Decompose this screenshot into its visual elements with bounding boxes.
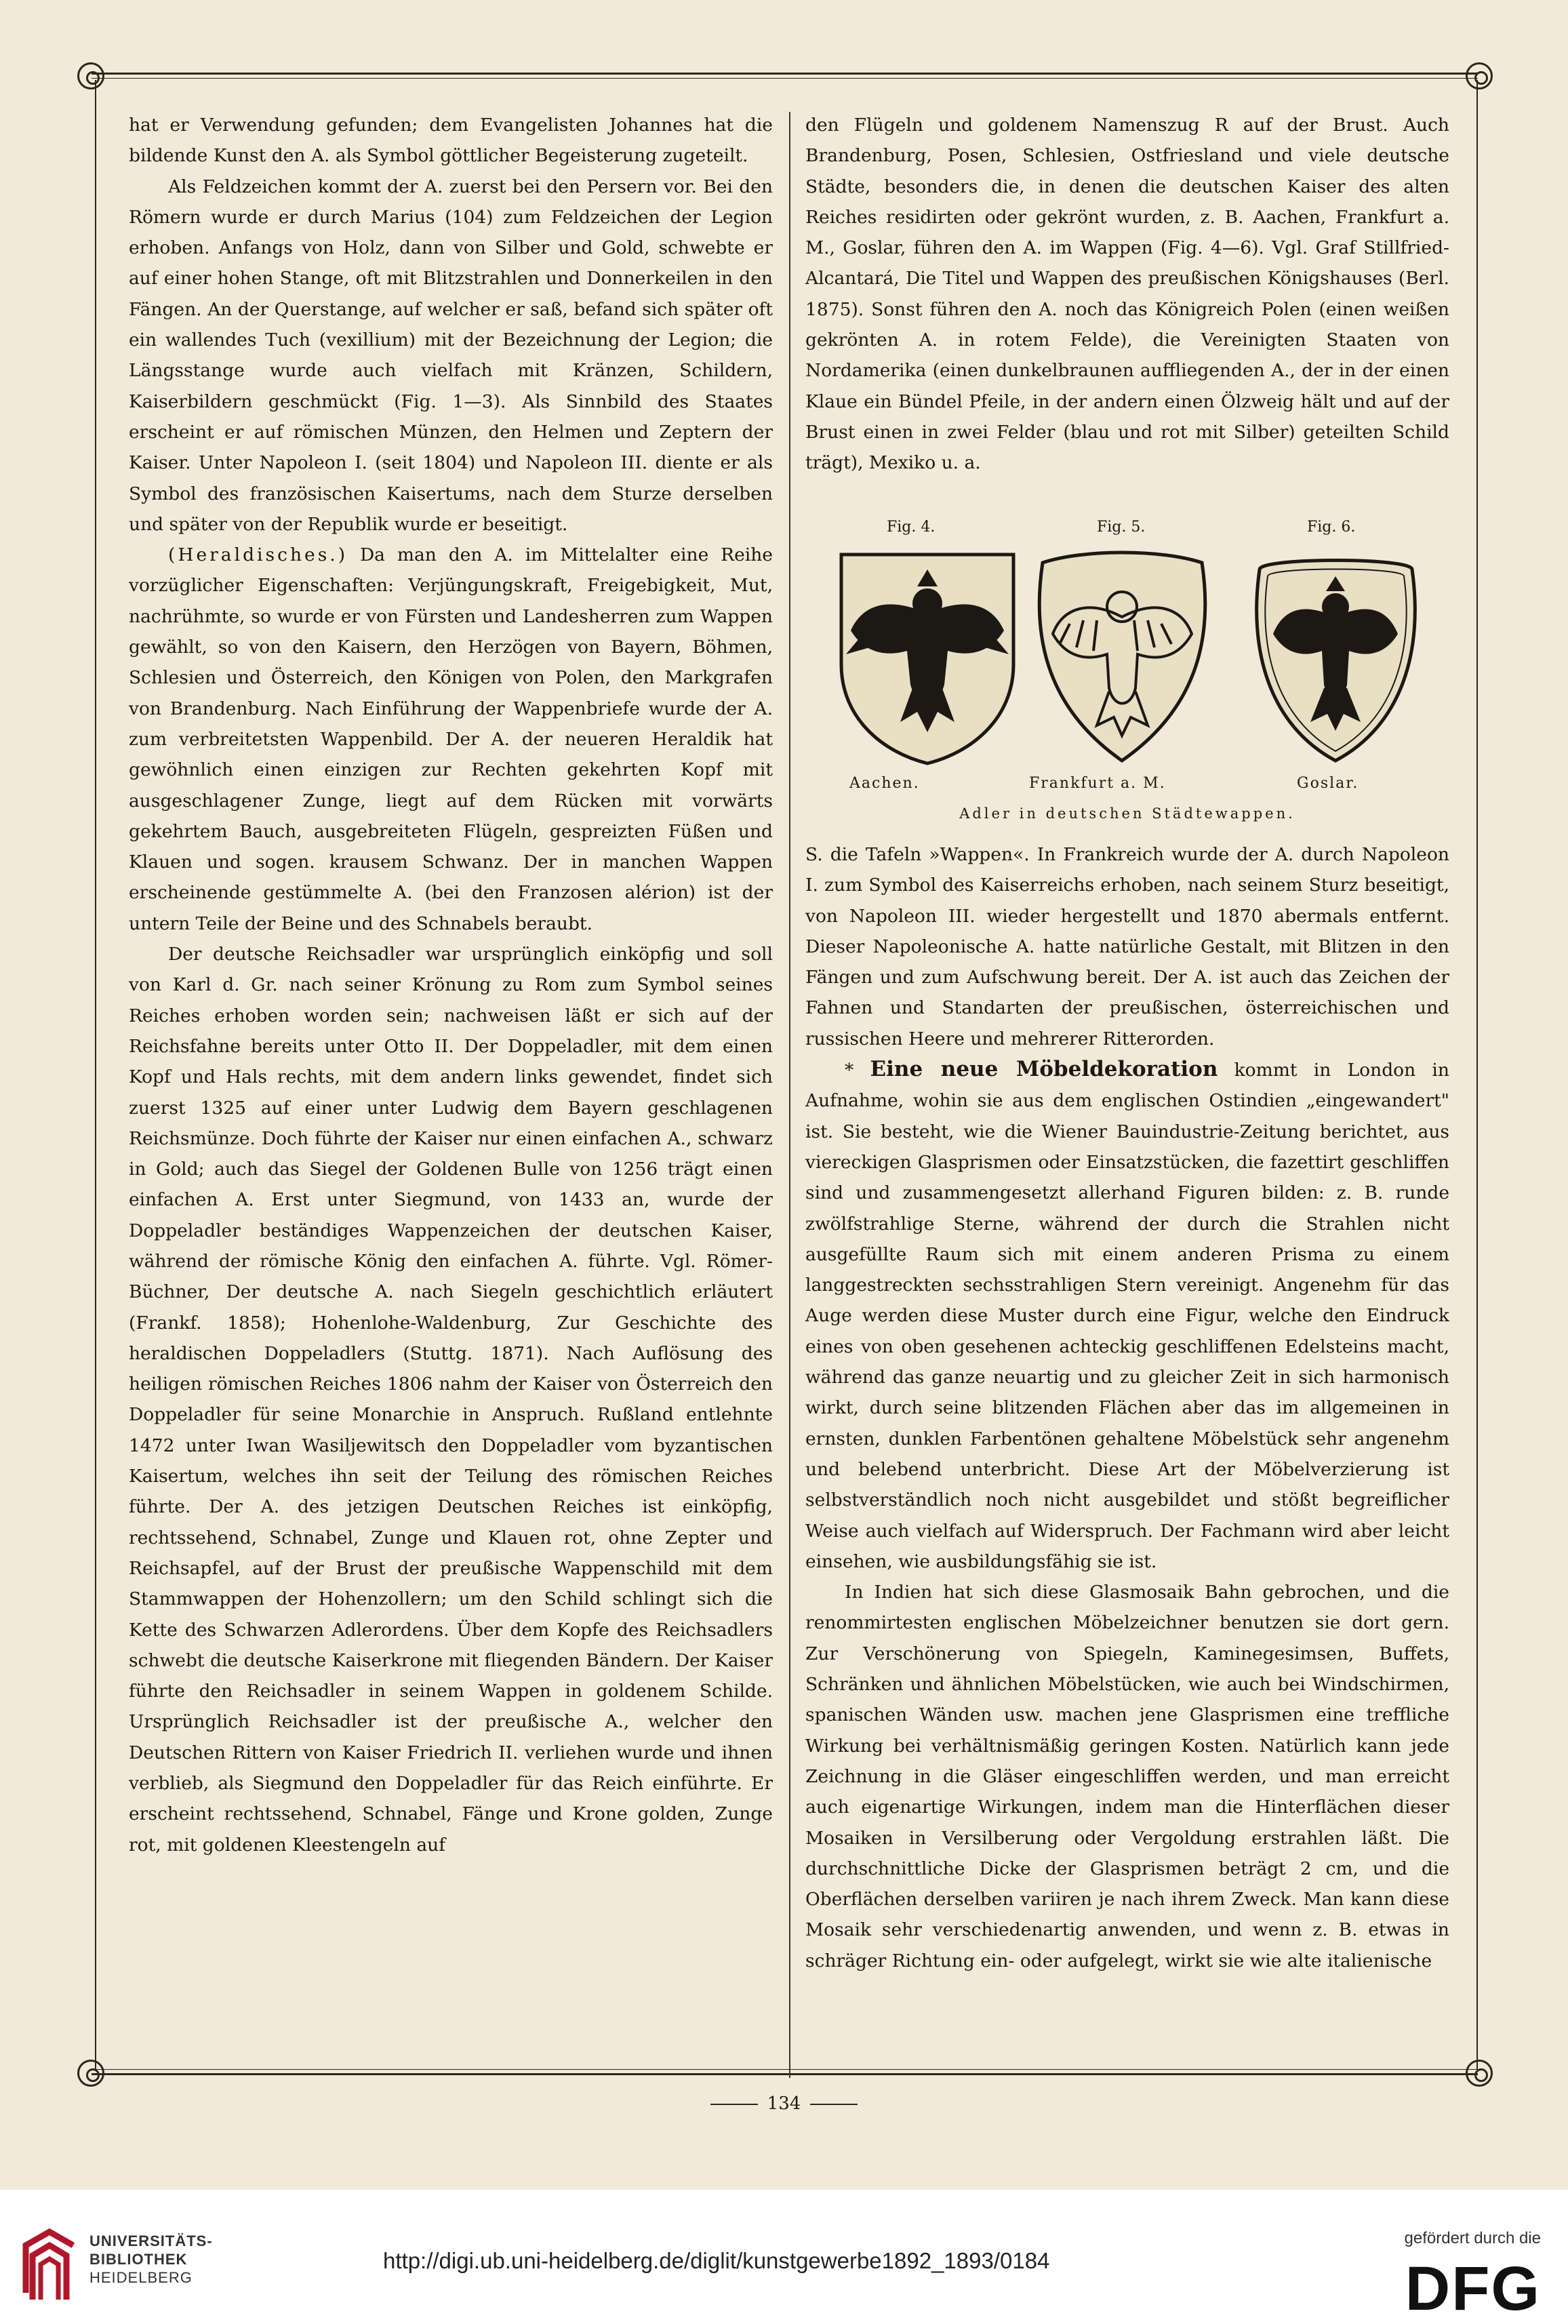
corner-ornament-bottom-left <box>77 2060 104 2087</box>
figure-label: Fig. 5. <box>1097 519 1146 536</box>
article-paragraph: In Indien hat sich diese Glasmosaik Bahn gebrochen, und die renommirtesten englischen Möbelzeichner benutzen sie dort gern. Zur Verschönerung von Spiegeln, Kaminegesimsen, Buffets, Schränken und ähnlichen Möbelstücken, wie auch bei Windschirmen, spanischen Wänden usw. machen jene Glasprismen eine treffliche Wirkung bei verhältnismäßig geringen Kosten. Natürlich kann jede Zeichnung in die Gläser eingeschliffen werden, und man erreicht auch eigenartige Wirkungen, indem man die Hinterflächen dieser Mosaiken in Versilberung oder Vergoldung erstrahlen läßt. Die durchschnittliche Dicke der Glasprismen beträgt 2 cm, und die Oberflächen derselben variiren je nach ihrem Zweck. Man kann diese Mosaik sehr verschiedenartig anwenden, und wenn z. B. etwas in schräger Richtung ein- oder aufgelegt, wirkt sie wie alte italienische <box>805 1582 1449 1971</box>
frame-top-line <box>92 73 1478 75</box>
footer-bar <box>0 2190 1568 2324</box>
figure-label: Fig. 4. <box>887 519 936 536</box>
section-lead: (Heraldisches.) <box>168 544 348 566</box>
right-column-bottom <box>805 839 1449 1976</box>
article-text: kommt in London in Aufnahme, wohin sie aus dem englischen Ostindien „eingewandert" ist. Sie besteht, wie die Wiener Bauindustrie-Zeitung berichtet, aus viereckigen Glasprismen oder Einsatzstücken, die fazettirt geschliffen sind und zusammengesetzt allerhand Figuren bilden: z. B. runde zwölfstrahlige Sterne, während der durch die Strahlen nicht ausgefüllte Raum sich mit einem anderen Prisma zu einem langgestreckten sechsstrahligen Stern vereinigt. Angenehm für das Auge werden diese Muster durch eine Figur, welche den Eindruck eines von oben gesehenen achteckig geschliffenen Edelsteins macht, während das ganze neuartig und zu gleicher Zeit in sich harmonisch wirkt, durch seine blitzenden Flächen aber das im allgemeinen in ernsten, dunklen Farbentönen gehaltene Möbelstück sehr angenehm und belebend unterbricht. Diese Art der Möbelverzierung ist selbstverständlich noch nicht ausgebildet und stößt begreiflicher Weise auch vielfach auf Widerspruch. Der Fachmann wird aber leicht einsehen, wie ausbildungsfähig sie ist. <box>805 1060 1449 1572</box>
left-column <box>129 110 773 1860</box>
funded-by-text: gefördert durch die <box>1404 2229 1541 2247</box>
corner-ornament-top-left <box>77 62 104 89</box>
left-paragraph: hat er Verwendung gefunden; dem Evangelisten Johannes hat die bildende Kunst den A. als Symbol göttlicher Begeisterung zugeteilt. <box>129 115 773 167</box>
figure-caption: Frankfurt a. M. <box>1029 775 1166 792</box>
page-number-text: 134 <box>767 2093 801 2114</box>
university-name <box>89 2232 213 2287</box>
right-paragraph: den Flügeln und goldenem Namenszug R auf der Brust. Auch Brandenburg, Posen, Schlesien, Ostfriesland und viele deutsche Städte, besonders die, in denen die deutschen Kaiser des alten Reiches residirten oder gekrönt wurden, z. B. Aachen, Frankfurt a. M., Goslar, führen den A. im Wappen (Fig. 4—6). Vgl. Graf Stillfried-Alcantará, Die Titel und Wappen des preußischen Königshauses (Berl. 1875). Sonst führen den A. noch das Königreich Polen (einen weißen gekrönten A. in rotem Felde), die Vereinigten Staaten von Nordamerika (einen dunkelbraunen auffliegenden A., der in der einen Klaue ein Bündel Pfeile, in der andern einen Ölzweig hält und auf der Brust einen in zwei Felder (blau und rot mit Silber) geteilten Schild trägt), Mexiko u. a. <box>805 115 1449 474</box>
article-headline: Eine neue Möbeldekoration <box>870 1057 1218 1082</box>
article-paragraph <box>805 1054 1449 1577</box>
university-name-line: BIBLIOTHEK <box>89 2251 188 2268</box>
university-name-line: UNIVERSITÄTS- <box>89 2232 213 2249</box>
figure-group <box>805 519 1449 837</box>
figure-label: Fig. 6. <box>1307 519 1356 536</box>
article-marker: * <box>845 1060 854 1081</box>
figure-caption: Aachen. <box>849 775 920 792</box>
corner-ornament-bottom-right <box>1466 2060 1493 2087</box>
aachen-eagle-shield <box>836 549 1019 766</box>
university-logo-icon <box>19 2225 80 2306</box>
dfg-logo: DFG <box>1405 2254 1541 2323</box>
corner-ornament-top-right <box>1466 62 1493 89</box>
figure-caption: Goslar. <box>1297 775 1359 792</box>
right-column-top <box>805 110 1449 479</box>
left-paragraph: Als Feldzeichen kommt der A. zuerst bei den Persern vor. Bei den Römern wurde er durch Marius (104) zum Feldzeichen der Legion erhoben. Anfangs von Holz, dann von Silber und Gold, schwebte er auf einer hohen Stange, oft mit Blitzstrahlen und Donnerkeilen in den Fängen. An der Querstange, auf welcher er saß, befand sich später oft ein wallendes Tuch (vexillium) mit der Bezeichnung der Legion; die Längsstange wurde auch vielfach mit Kränzen, Schildern, Kaiserbildern geschmückt (Fig. 1—3). Als Sinnbild des Staates erscheint er auf römischen Münzen, den Helmen und Zeptern der Kaiser. Unter Napoleon I. (seit 1804) und Napoleon III. diente er als Symbol des französischen Kaisertums, nach dem Sturze derselben und später von der Republik wurde er beseitigt. <box>129 176 773 535</box>
university-name-line: HEIDELBERG <box>89 2269 193 2286</box>
column-divider <box>789 112 790 2078</box>
frame-bottom-line <box>92 2073 1478 2075</box>
figure-subcaption: Adler in deutschen Städtewappen. <box>959 805 1295 822</box>
right-paragraph: S. die Tafeln »Wappen«. In Frankreich wurde der A. durch Napoleon I. zum Symbol des Kaiserreichs erhoben, nach seinem Sturz beseitigt, von Napoleon III. wieder hergestellt und 1870 abermals entfernt. Dieser Napoleonische A. hatte natürliche Gestalt, mit Blitzen in den Fängen und zum Aufschwung bereit. Der A. ist auch das Zeichen der Fahnen und Standarten der preußischen, österreichischen und russischen Heere und mehrerer Ritterorden. <box>805 844 1449 1049</box>
frame-top-line-inner <box>92 78 1478 79</box>
source-url-link[interactable]: http://digi.ub.uni-heidelberg.de/diglit/kunstgewerbe1892_1893/0184 <box>383 2248 1050 2273</box>
frame-right-line <box>1476 80 1478 2070</box>
goslar-eagle-shield <box>1246 549 1426 766</box>
left-paragraph-text: Da man den A. im Mittelalter eine Reihe vorzüglicher Eigenschaften: Verjüngungskraft, Freigebigkeit, Mut, nachrühmte, so wurde er von Fürsten und Landesherren zum Wappen gewählt, so von den Kaisern, den Herzögen von Bayern, Böhmen, Schlesien und Österreich, den Königen von Polen, den Markgrafen von Brandenburg. Nach Einführung der Wappenbriefe wurde der A. zum verbreitetsten Wappenbild. Der A. der neueren Heraldik hat gewöhnlich einen einzigen zur Rechten gekehrten Kopf mit ausgeschlagener Zunge, liegt auf dem Rücken mit vorwärts gekehrtem Bauch, ausgebreiteten Flügeln, gespreizten Füßen und Klauen und sogen. krausem Schwanz. Der in manchen Wappen erscheinende gestümmelte A. (bei den Franzosen alérion) ist der untern Teile der Beine und des Schnabels beraubt. <box>129 544 773 934</box>
frame-bottom-line-inner <box>92 2069 1478 2070</box>
left-paragraph: Der deutsche Reichsadler war ursprünglich einköpfig und soll von Karl d. Gr. nach seiner Krönung zu Rom zum Symbol seines Reiches erhoben worden sein; nachweisen läßt er sich auf der Reichsfahne bereits unter Otto II. Der Doppeladler, mit dem einen Kopf und Hals rechts, mit dem andern links gewendet, findet sich zuerst 1325 auf einer unter Ludwig dem Bayern geschlagenen Reichsmünze. Doch führte der Kaiser nur einen einfachen A., schwarz in Gold; auch das Siegel der Goldenen Bulle von 1256 trägt einen einfachen A. Erst unter Siegmund, von 1433 an, wurde der Doppeladler beständiges Wappenzeichen der deutschen Kaiser, während der römische König den einfachen A. führte. Vgl. Römer-Büchner, Der deutsche A. nach Siegeln geschichtlich erläutert (Frankf. 1858); Hohenlohe-Waldenburg, Zur Geschichte des heraldischen Doppeladlers (Stuttg. 1871). Nach Auflösung des heiligen römischen Reiches 1806 nahm der Kaiser von Österreich den Doppeladler für seine Monarchie in Anspruch. Rußland entlehnte 1472 unter Iwan Wasiljewitsch den Doppeladler vom byzantischen Kaisertum, welches ihn seit der Teilung des römischen Reiches führte. Der A. des jetzigen Deutschen Reiches ist einköpfig, rechtssehend, Schnabel, Zunge und Klauen rot, ohne Zepter und Reichsapfel, auf der Brust der preußische Wappenschild mit dem Stammwappen der Hohenzollern; um den Schild schlingt sich die Kette des Schwarzen Adlerordens. Über dem Kopfe des Reichsadlers schwebt die deutsche Kaiserkrone mit fliegenden Bändern. Der Kaiser führte den Reichsadler in seinem Wappen in goldenem Schilde. Ursprünglich Reichsadler ist der preußische A., welcher den Deutschen Rittern von Kaiser Friedrich II. verliehen wurde und ihnen verblieb, als Siegmund den Doppeladler für das Reich einführte. Er erscheint rechtssehend, Schnabel, Fänge und Krone golden, Zunge rot, mit goldenen Kleestengeln auf <box>129 944 773 1856</box>
left-paragraph <box>129 540 773 939</box>
frame-left-line <box>95 80 96 2070</box>
frankfurt-eagle-shield <box>1029 549 1215 766</box>
page-number <box>0 2093 1568 2114</box>
